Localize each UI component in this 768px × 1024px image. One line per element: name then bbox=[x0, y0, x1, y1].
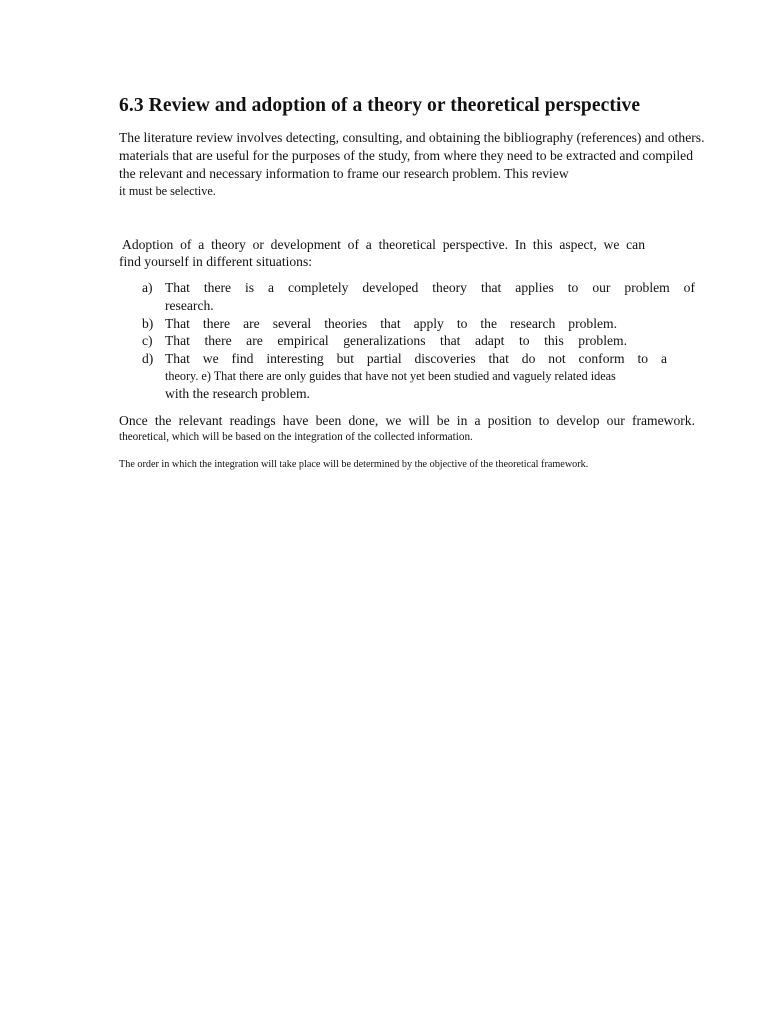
intro-line-2: materials that are useful for the purposes of the study, from where they need to be extracted and compiled bbox=[119, 148, 694, 163]
list-marker-b: b) bbox=[142, 316, 154, 331]
closing-line-2: theoretical, which will be based on the integration of the collected information. bbox=[119, 431, 473, 443]
list-item-a-line-1: That there is a completely developed theory that applies to our problem of bbox=[165, 280, 695, 295]
list-item-d-line-2: theory. e) That there are only guides that have not yet been studied and vaguely related ideas bbox=[165, 369, 616, 383]
intro-line-4: it must be selective. bbox=[119, 184, 216, 198]
section-heading: 6.3 Review and adoption of a theory or theoretical perspective bbox=[119, 95, 641, 116]
closing-line-1: Once the relevant readings have been done, we will be in a position to develop our framework. bbox=[119, 413, 695, 428]
adoption-line-1: Adoption of a theory or development of a theoretical perspective. In this aspect, we can bbox=[122, 237, 645, 252]
list-marker-a: a) bbox=[142, 280, 153, 295]
list-item-d-line-3: with the research problem. bbox=[165, 386, 310, 401]
adoption-line-2: find yourself in different situations: bbox=[119, 254, 313, 269]
list-marker-c: c) bbox=[142, 333, 153, 348]
list-marker-d: d) bbox=[142, 351, 154, 366]
list-item-a-line-2: research. bbox=[165, 298, 214, 313]
order-note: The order in which the integration will take place will be determined by the objective of the theoretical framework. bbox=[119, 459, 589, 470]
list-item-b-line-1: That there are several theories that apply to the research problem. bbox=[165, 316, 617, 331]
list-item-c-line-1: That there are empirical generalizations that adapt to this problem. bbox=[165, 333, 627, 348]
list-item-d-line-1: That we find interesting but partial discoveries that do not conform to a bbox=[165, 351, 667, 366]
intro-line-3: the relevant and necessary information to frame our research problem. This review bbox=[119, 166, 569, 181]
intro-line-1: The literature review involves detecting, consulting, and obtaining the bibliography (references) and others. bbox=[119, 130, 705, 145]
